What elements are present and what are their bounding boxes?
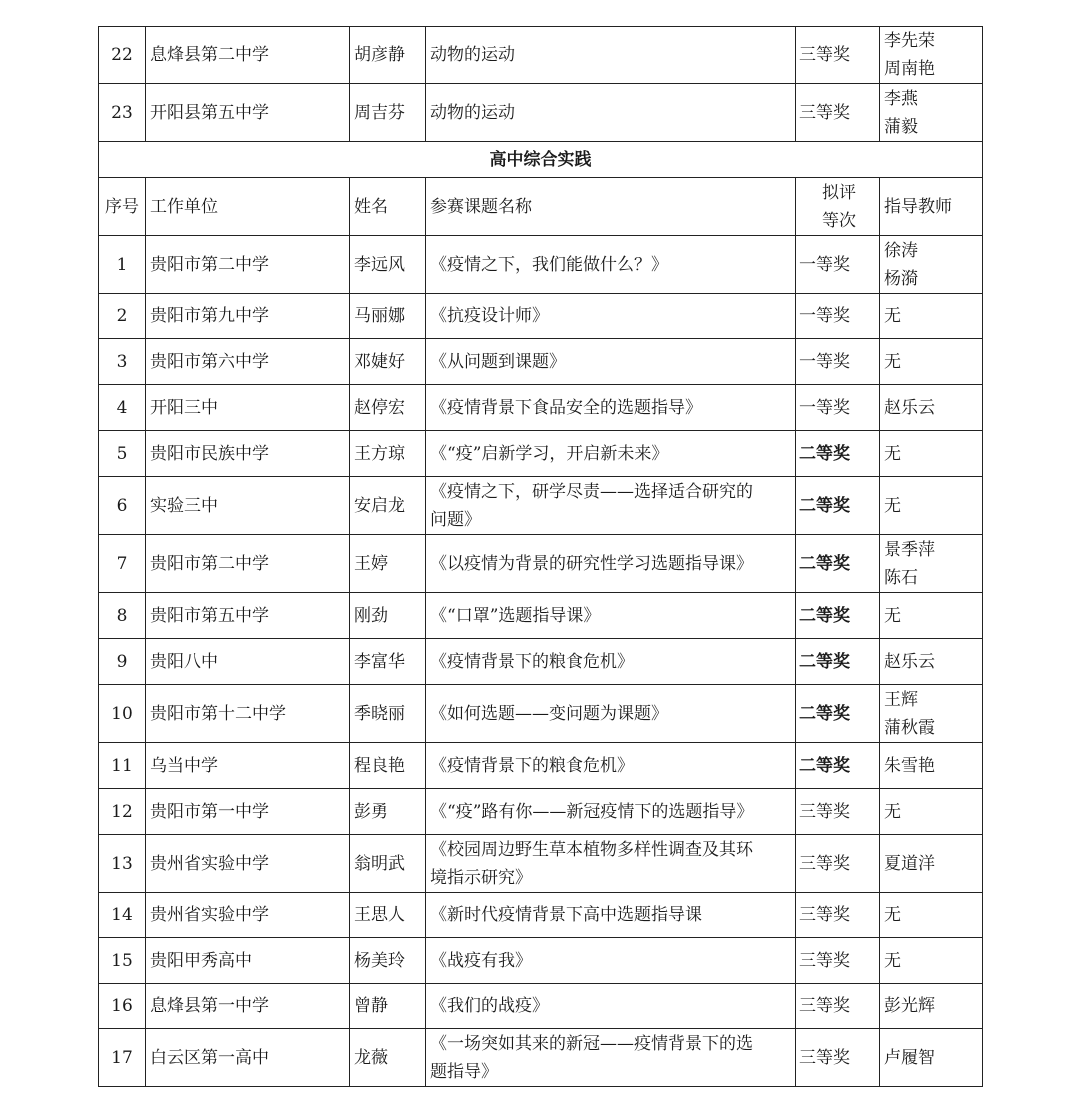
cell-title-line: 动物的运动	[430, 102, 515, 123]
table-row	[99, 789, 983, 835]
cell-index: 23	[99, 84, 146, 142]
cell-index: 6	[99, 477, 146, 535]
cell-award: 三等奖	[796, 84, 880, 142]
cell-title	[426, 639, 796, 685]
cell-title-line: 《“疫”启新学习，开启新未来》	[430, 443, 669, 464]
cell-name: 曾静	[350, 984, 426, 1029]
cell-index: 12	[99, 789, 146, 835]
cell-unit: 贵阳市民族中学	[146, 431, 350, 477]
cell-teacher-line: 陈石	[884, 567, 918, 588]
cell-title	[426, 893, 796, 938]
cell-unit: 息烽县第一中学	[146, 984, 350, 1029]
cell-title-line: 动物的运动	[430, 45, 515, 65]
header-award-line: 拟评	[822, 182, 856, 203]
table-row	[99, 893, 983, 938]
cell-teacher-line: 王辉	[884, 689, 918, 710]
table-row	[99, 593, 983, 639]
header-award	[796, 178, 880, 236]
cell-award: 三等奖	[796, 893, 880, 938]
cell-teacher-line: 无	[884, 443, 901, 464]
awards-table-page	[98, 26, 982, 1087]
cell-award: 三等奖	[796, 938, 880, 984]
cell-teacher	[880, 431, 983, 477]
cell-award: 三等奖	[796, 1029, 880, 1087]
section-title: 高中综合实践	[99, 142, 983, 178]
header-award-line: 等次	[822, 210, 856, 231]
cell-index: 3	[99, 339, 146, 385]
table-row	[99, 84, 983, 142]
cell-unit: 白云区第一高中	[146, 1029, 350, 1087]
cell-award: 二等奖	[796, 431, 880, 477]
cell-teacher-line: 无	[884, 950, 901, 971]
header-unit: 工作单位	[146, 178, 350, 236]
cell-award: 二等奖	[796, 639, 880, 685]
cell-teacher-line: 无	[884, 495, 901, 516]
cell-teacher	[880, 685, 983, 743]
cell-unit: 息烽县第二中学	[146, 27, 350, 84]
cell-teacher	[880, 294, 983, 339]
cell-unit: 贵阳甲秀高中	[146, 938, 350, 984]
cell-name: 彭勇	[350, 789, 426, 835]
table-row	[99, 477, 983, 535]
cell-award: 一等奖	[796, 236, 880, 294]
cell-index: 16	[99, 984, 146, 1029]
table-row	[99, 938, 983, 984]
cell-title-line: 《如何选题——变问题为课题》	[430, 703, 668, 724]
cell-unit: 贵州省实验中学	[146, 835, 350, 893]
cell-name: 赵停宏	[350, 385, 426, 431]
cell-teacher-line: 景季萍	[884, 539, 935, 560]
header-name: 姓名	[350, 178, 426, 236]
cell-title	[426, 431, 796, 477]
cell-name: 马丽娜	[350, 294, 426, 339]
cell-award: 一等奖	[796, 294, 880, 339]
cell-title	[426, 789, 796, 835]
cell-name: 邓婕好	[350, 339, 426, 385]
cell-title-line: 《疫情之下，我们能做什么？》	[430, 254, 668, 275]
cell-award: 三等奖	[796, 984, 880, 1029]
cell-teacher-line: 无	[884, 351, 901, 372]
cell-name: 龙薇	[350, 1029, 426, 1087]
cell-name: 李远风	[350, 236, 426, 294]
cell-teacher-line: 无	[884, 605, 901, 626]
cell-unit: 贵州省实验中学	[146, 893, 350, 938]
cell-index: 4	[99, 385, 146, 431]
cell-teacher-line: 朱雪艳	[884, 755, 935, 776]
cell-title	[426, 385, 796, 431]
table-row	[99, 431, 983, 477]
cell-title	[426, 535, 796, 593]
cell-title	[426, 593, 796, 639]
cell-title	[426, 84, 796, 142]
cell-unit: 贵阳市第六中学	[146, 339, 350, 385]
cell-index: 22	[99, 27, 146, 84]
cell-teacher	[880, 835, 983, 893]
cell-unit: 贵阳八中	[146, 639, 350, 685]
cell-teacher	[880, 339, 983, 385]
cell-title	[426, 236, 796, 294]
cell-unit: 乌当中学	[146, 743, 350, 789]
cell-teacher-line: 李燕	[884, 88, 918, 109]
cell-title-line: 《疫情背景下的粮食危机》	[430, 755, 634, 776]
cell-name: 刚劲	[350, 593, 426, 639]
cell-index: 17	[99, 1029, 146, 1087]
cell-teacher	[880, 639, 983, 685]
cell-unit: 贵阳市第二中学	[146, 535, 350, 593]
cell-title-line: 《一场突如其来的新冠——疫情背景下的选	[430, 1033, 753, 1054]
cell-unit: 开阳县第五中学	[146, 84, 350, 142]
cell-title-line: 《新时代疫情背景下高中选题指导课	[430, 905, 702, 925]
cell-name: 王思人	[350, 893, 426, 938]
cell-award: 三等奖	[796, 789, 880, 835]
cell-teacher	[880, 27, 983, 84]
cell-teacher-line: 蒲秋霞	[884, 717, 935, 738]
cell-teacher	[880, 984, 983, 1029]
cell-title	[426, 743, 796, 789]
cell-name: 翁明武	[350, 835, 426, 893]
cell-title-line: 《从问题到课题》	[430, 351, 566, 372]
cell-title-line: 《疫情背景下的粮食危机》	[430, 651, 634, 672]
cell-index: 14	[99, 893, 146, 938]
cell-award: 二等奖	[796, 743, 880, 789]
header-row	[99, 178, 983, 236]
cell-teacher	[880, 477, 983, 535]
cell-award: 二等奖	[796, 685, 880, 743]
cell-unit: 贵阳市第一中学	[146, 789, 350, 835]
cell-teacher	[880, 1029, 983, 1087]
table-row	[99, 535, 983, 593]
cell-teacher-line: 周南艳	[884, 59, 935, 79]
table-row	[99, 639, 983, 685]
cell-teacher-line: 无	[884, 801, 901, 822]
cell-teacher-line: 夏道洋	[884, 853, 935, 874]
cell-index: 7	[99, 535, 146, 593]
cell-name: 杨美玲	[350, 938, 426, 984]
cell-name: 程良艳	[350, 743, 426, 789]
cell-index: 15	[99, 938, 146, 984]
cell-title-line: 《疫情之下，研学尽责——选择适合研究的	[430, 481, 753, 502]
cell-teacher	[880, 789, 983, 835]
cell-teacher-line: 卢履智	[884, 1047, 935, 1068]
cell-title	[426, 938, 796, 984]
cell-title	[426, 835, 796, 893]
table-row	[99, 294, 983, 339]
cell-unit: 贵阳市第二中学	[146, 236, 350, 294]
cell-title-line: 题指导》	[430, 1061, 498, 1082]
table-row	[99, 685, 983, 743]
cell-teacher-line: 蒲毅	[884, 116, 918, 137]
cell-title-line: 《战疫有我》	[430, 950, 532, 971]
cell-title	[426, 1029, 796, 1087]
table-row	[99, 385, 983, 431]
cell-name: 安启龙	[350, 477, 426, 535]
cell-title-line: 境指示研究》	[430, 867, 532, 888]
cell-teacher-line: 杨漪	[884, 268, 918, 289]
cell-name: 胡彦静	[350, 27, 426, 84]
cell-title	[426, 984, 796, 1029]
cell-title	[426, 339, 796, 385]
cell-index: 1	[99, 236, 146, 294]
cell-index: 8	[99, 593, 146, 639]
cell-award: 二等奖	[796, 535, 880, 593]
awards-table	[98, 26, 983, 1087]
table-row	[99, 835, 983, 893]
cell-index: 5	[99, 431, 146, 477]
cell-teacher	[880, 385, 983, 431]
cell-award: 一等奖	[796, 385, 880, 431]
cell-teacher-line: 彭光辉	[884, 996, 935, 1016]
cell-unit: 贵阳市第五中学	[146, 593, 350, 639]
cell-teacher	[880, 84, 983, 142]
cell-title-line: 《“疫”路有你——新冠疫情下的选题指导》	[430, 801, 754, 822]
cell-teacher-line: 赵乐云	[884, 651, 935, 672]
cell-unit: 贵阳市第九中学	[146, 294, 350, 339]
cell-teacher-line: 李先荣	[884, 31, 935, 51]
cell-award: 二等奖	[796, 593, 880, 639]
cell-unit: 实验三中	[146, 477, 350, 535]
cell-index: 11	[99, 743, 146, 789]
cell-name: 李富华	[350, 639, 426, 685]
cell-award: 二等奖	[796, 477, 880, 535]
section-title-row	[99, 142, 983, 178]
cell-title-line: 《校园周边野生草本植物多样性调查及其环	[430, 839, 753, 860]
cell-index: 9	[99, 639, 146, 685]
cell-index: 2	[99, 294, 146, 339]
table-row	[99, 236, 983, 294]
cell-teacher-line: 徐涛	[884, 240, 918, 261]
cell-title-line: 《我们的战疫》	[430, 996, 549, 1016]
cell-award: 三等奖	[796, 835, 880, 893]
table-row	[99, 27, 983, 84]
cell-teacher	[880, 893, 983, 938]
cell-name: 王婷	[350, 535, 426, 593]
cell-teacher	[880, 535, 983, 593]
cell-name: 王方琼	[350, 431, 426, 477]
cell-index: 10	[99, 685, 146, 743]
cell-title-line: 《“口罩”选题指导课》	[430, 605, 601, 626]
table-row	[99, 339, 983, 385]
header-title: 参赛课题名称	[426, 178, 796, 236]
cell-teacher	[880, 236, 983, 294]
cell-teacher	[880, 593, 983, 639]
table-row	[99, 743, 983, 789]
cell-teacher-line: 无	[884, 905, 901, 925]
cell-teacher	[880, 938, 983, 984]
cell-title-line: 《疫情背景下食品安全的选题指导》	[430, 397, 702, 418]
cell-title	[426, 477, 796, 535]
cell-title	[426, 294, 796, 339]
cell-title-line: 问题》	[430, 509, 481, 530]
cell-unit: 贵阳市第十二中学	[146, 685, 350, 743]
cell-unit: 开阳三中	[146, 385, 350, 431]
cell-title	[426, 27, 796, 84]
cell-name: 周吉芬	[350, 84, 426, 142]
cell-name: 季晓丽	[350, 685, 426, 743]
cell-award: 三等奖	[796, 27, 880, 84]
cell-index: 13	[99, 835, 146, 893]
table-row	[99, 1029, 983, 1087]
cell-award: 一等奖	[796, 339, 880, 385]
cell-title-line: 《抗疫设计师》	[430, 306, 549, 326]
cell-title	[426, 685, 796, 743]
cell-teacher-line: 无	[884, 306, 901, 326]
cell-teacher-line: 赵乐云	[884, 397, 935, 418]
table-row	[99, 984, 983, 1029]
header-index: 序号	[99, 178, 146, 236]
header-teacher: 指导教师	[880, 178, 983, 236]
cell-teacher	[880, 743, 983, 789]
cell-title-line: 《以疫情为背景的研究性学习选题指导课》	[430, 553, 753, 574]
